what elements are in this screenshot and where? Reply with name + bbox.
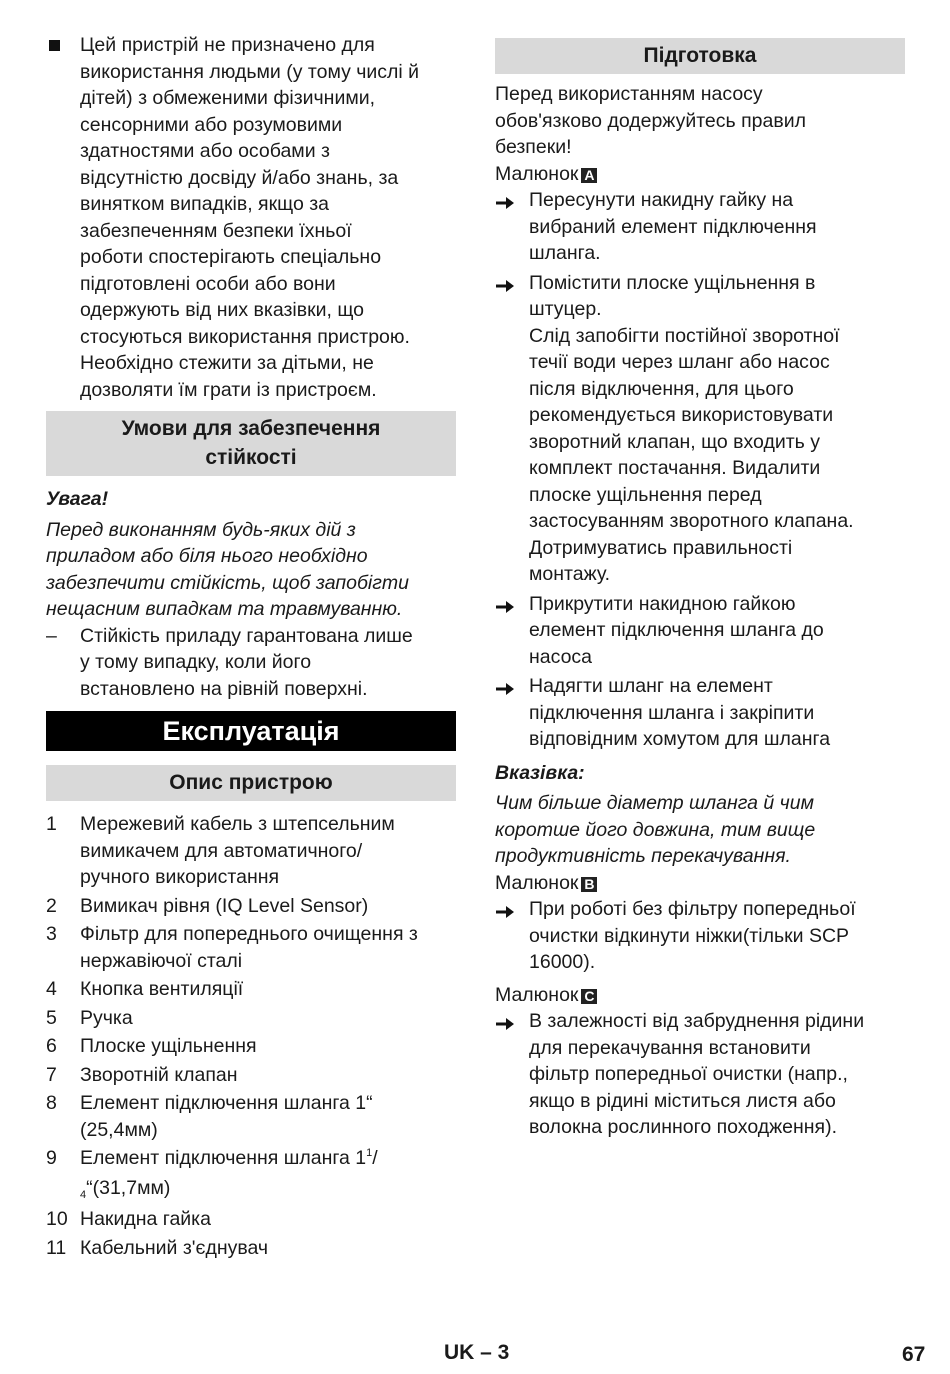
note-title: Вказівка: xyxy=(495,761,585,784)
list-item xyxy=(46,1206,456,1233)
arrow-right-icon xyxy=(495,1013,515,1029)
figure-label-text: Малюнок xyxy=(495,871,579,894)
step-text-line: Помістити плоске ущільнення в xyxy=(529,271,816,294)
list-item-text: Мережевий кабель з штепсельним xyxy=(80,813,395,835)
steps-figure-a xyxy=(495,187,905,753)
figure-b-badge: B xyxy=(581,877,597,892)
step-text-line: 16000). xyxy=(529,951,596,973)
list-item-text: Фільтр для попереднього очищення з xyxy=(80,923,418,945)
list-item-text: ручного використання xyxy=(80,866,280,888)
arrow-right-icon xyxy=(495,596,515,612)
steps-figure-b xyxy=(495,896,905,976)
list-item xyxy=(46,811,456,891)
text-line: у тому випадку, коли його xyxy=(80,651,312,673)
list-item-text: Плоске ущільнення xyxy=(80,1035,257,1057)
stability-heading-line2: стійкості xyxy=(205,446,297,469)
list-item-text: Ручка xyxy=(80,1006,133,1029)
figure-a-badge: A xyxy=(581,168,597,183)
list-item-text: Зворотній клапан xyxy=(80,1063,238,1086)
step-text-line: волокна рослинного походження). xyxy=(529,1116,838,1138)
step-text-line: шланга. xyxy=(529,242,601,264)
list-item-number: 9 xyxy=(46,1147,57,1169)
figure-b-label xyxy=(495,870,905,897)
parts-list xyxy=(46,811,456,1261)
list-item xyxy=(46,1005,456,1032)
steps-figure-c xyxy=(495,1008,905,1141)
list-item xyxy=(46,1090,456,1143)
preparation-intro xyxy=(495,81,905,161)
stability-note-text xyxy=(80,623,456,703)
step-text-line: підключення шланга і закріпити xyxy=(529,701,815,724)
list-item-text: Вимикач рівня (IQ Level Sensor) xyxy=(80,894,369,917)
list-item-number: 4 xyxy=(46,978,57,1000)
list-item-number: 10 xyxy=(46,1208,68,1230)
step-text-line: якщо в рідині міститься листя або xyxy=(529,1089,836,1112)
stability-note xyxy=(46,623,456,703)
list-item-number: 11 xyxy=(46,1236,67,1259)
list-item xyxy=(46,1235,456,1262)
text-line: Чим більше діаметр шланга й чим xyxy=(495,792,814,814)
list-item-number: 1 xyxy=(46,813,57,835)
text-line: стосуються використання пристрою. xyxy=(80,325,410,348)
text-fragment: “(31,7мм) xyxy=(86,1176,171,1199)
list-item-text: Накидна гайка xyxy=(80,1208,211,1230)
footer-page-number: 67 xyxy=(902,1343,926,1366)
safety-bullet-text xyxy=(80,32,456,403)
instruction-step xyxy=(495,673,905,753)
text-line: обов'язково додержуйтесь правил xyxy=(495,109,806,132)
text-line: продуктивність перекачування. xyxy=(495,845,791,867)
text-line: роботи спостерігають спеціально xyxy=(80,246,382,268)
arrow-right-icon xyxy=(495,678,515,694)
text-line: використання людьми (у тому числі й xyxy=(80,60,420,83)
text-line: відсутністю досвіду й/або знань, за xyxy=(80,166,399,189)
text-line: здатностями або особами з xyxy=(80,140,330,162)
stability-heading xyxy=(46,411,456,476)
arrow-right-icon xyxy=(495,901,515,917)
safety-bullet xyxy=(46,32,456,403)
list-item-text: Кнопка вентиляції xyxy=(80,978,244,1000)
text-line: одержують від них вказівки, що xyxy=(80,299,365,321)
fraction-denominator: 4 xyxy=(80,1188,87,1201)
step-text-line: рекомендується використовувати xyxy=(529,404,834,426)
operation-heading: Експлуатація xyxy=(46,711,456,751)
preparation-heading: Підготовка xyxy=(495,38,905,74)
figure-c-label xyxy=(495,982,905,1009)
step-text-line: течії води через шланг або насос xyxy=(529,351,830,373)
step-text-line: зворотний клапан, що входить у xyxy=(529,430,820,453)
step-text-line: елемент підключення шланга до xyxy=(529,619,824,641)
text-line: винятком випадків, якщо за xyxy=(80,193,329,215)
list-item-number: 6 xyxy=(46,1035,57,1057)
step-text-line: Слід запобігти постійної зворотної xyxy=(529,324,840,347)
text-line: Перед використанням насосу xyxy=(495,83,763,105)
list-item-number: 2 xyxy=(46,894,57,917)
text-line: Необхідно стежити за дітьми, не xyxy=(80,352,374,374)
list-item-number: 5 xyxy=(46,1006,57,1029)
instruction-step xyxy=(495,270,905,588)
text-line: Цей пристрій не призначено для xyxy=(80,34,375,56)
figure-label-text: Малюнок xyxy=(495,162,579,185)
list-item-number: 7 xyxy=(46,1063,57,1086)
text-line: забезпечити стійкість, щоб запобігти xyxy=(46,571,409,594)
text-line: Перед виконанням будь-яких дій з xyxy=(46,518,356,541)
step-text-line: вибраний елемент підключення xyxy=(529,215,817,238)
list-item-number: 3 xyxy=(46,923,57,945)
fraction-numerator: 1 xyxy=(366,1147,373,1159)
list-item-text: Елемент підключення шланга 1“ xyxy=(80,1092,373,1114)
description-heading: Опис пристрою xyxy=(46,765,456,801)
text-line: приладом або біля нього необхідно xyxy=(46,545,368,567)
step-text-line: насоса xyxy=(529,645,593,668)
step-text-line: монтажу. xyxy=(529,563,611,585)
instruction-step xyxy=(495,187,905,267)
stability-heading-line1: Умови для забезпечення xyxy=(121,417,381,440)
list-item xyxy=(46,976,456,1003)
figure-a-label xyxy=(495,161,905,188)
text-line: коротше його довжина, тим вище xyxy=(495,818,816,841)
step-text-line: Дотримуватись правильності xyxy=(529,536,793,559)
step-text-line: після відключення, для цього xyxy=(529,377,794,400)
list-item-text: нержавіючої сталі xyxy=(80,949,243,972)
text-line: Стійкість приладу гарантована лише xyxy=(80,624,413,647)
list-item-text: Кабельний з'єднувач xyxy=(80,1236,269,1259)
list-item-text xyxy=(80,1145,456,1175)
step-text-line: комплект постачання. Видалити xyxy=(529,457,821,479)
list-item-text: (25,4мм) xyxy=(80,1118,158,1141)
dash-bullet: – xyxy=(46,624,57,647)
text-line: підготовлені особи або вони xyxy=(80,272,336,295)
text-line: сенсорними або розумовими xyxy=(80,113,343,136)
text-line: дітей) з обмеженими фізичними, xyxy=(80,87,376,109)
warning-text xyxy=(46,517,456,623)
figure-label-text: Малюнок xyxy=(495,983,579,1006)
instruction-step xyxy=(495,591,905,671)
list-item-number: 8 xyxy=(46,1092,57,1114)
step-text-line: для перекачування встановити xyxy=(529,1036,811,1059)
step-text-line: фільтр попередньої очистки (напр., xyxy=(529,1063,848,1085)
arrow-right-icon xyxy=(495,192,515,208)
step-text-line: В залежності від забруднення рідини xyxy=(529,1010,865,1032)
arrow-right-icon xyxy=(495,275,515,291)
text-line: дозволяти їм грати із пристроєм. xyxy=(80,378,377,401)
list-item xyxy=(46,1062,456,1089)
step-text-line: застосуванням зворотного клапана. xyxy=(529,510,854,532)
text-line: нещасним випадкам та травмуванню. xyxy=(46,598,403,620)
list-item xyxy=(46,921,456,974)
text-line: безпеки! xyxy=(495,136,572,158)
list-item-text: вимикачем для автоматичного/ xyxy=(80,839,363,862)
instruction-step xyxy=(495,1008,905,1141)
list-item xyxy=(46,893,456,920)
step-text-line: Надягти шланг на елемент xyxy=(529,675,773,697)
figure-c-badge: C xyxy=(581,989,597,1004)
fraction-slash: / xyxy=(372,1147,378,1169)
step-text-line: Пересунути накидну гайку на xyxy=(529,189,794,211)
text-line: забезпеченням безпеки їхньої xyxy=(80,219,352,242)
text-line: встановлено на рівній поверхні. xyxy=(80,677,368,700)
right-column xyxy=(495,38,905,1144)
left-column xyxy=(46,32,456,1263)
step-text-line: плоске ущільнення перед xyxy=(529,483,762,506)
warning-title: Увага! xyxy=(46,488,109,510)
list-item xyxy=(46,1033,456,1060)
footer-language-page: UK – 3 xyxy=(444,1341,510,1364)
step-text-line: очистки відкинути ніжки(тільки SCP xyxy=(529,924,850,947)
note-text xyxy=(495,790,905,870)
step-text-line: відповідним хомутом для шланга xyxy=(529,728,831,750)
list-item-text xyxy=(80,1175,456,1205)
step-text-line: штуцер. xyxy=(529,298,602,320)
instruction-step xyxy=(495,896,905,976)
step-text-line: Прикрутити накидною гайкою xyxy=(529,592,796,615)
list-item xyxy=(46,1145,456,1204)
text-fragment: Елемент підключення шланга 1 xyxy=(80,1147,367,1169)
square-bullet-icon xyxy=(49,40,60,51)
step-text-line: При роботі без фільтру попередньої xyxy=(529,898,856,920)
